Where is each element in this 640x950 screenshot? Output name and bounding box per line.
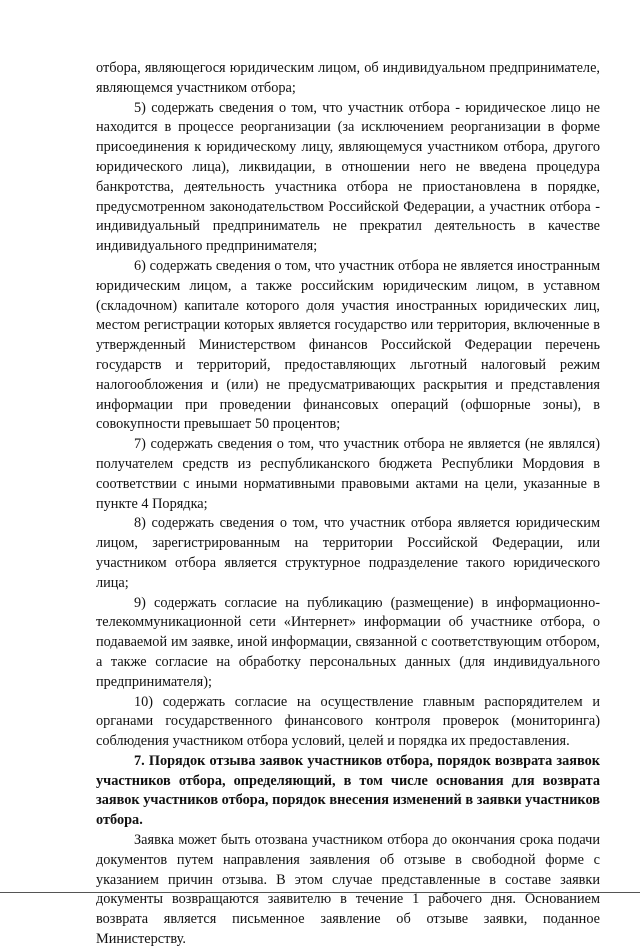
paragraph-withdrawal: Заявка может быть отозвана участником отбора до окончания срока подачи документов путем направления заявления об отзыве в свободной форме с указанием причин отзыва. В этом случае представленные в составе заявки документы возвращаются заявителю в течение 1 рабочего дня. Основанием возврата является письменное заявление об отзыве заявки, поданное Министерству. [96, 832, 600, 948]
footer-divider [0, 892, 640, 893]
paragraph-item-5: 5) содержать сведения о том, что участник отбора - юридическое лицо не находится в процессе реорганизации (за исключением реорганизации в форме присоединения к юридическому лицу, являющемуся участником отбора, другого юридического лица), ликвидации, в отношении него не введена процедура банкротства, деятельность участника отбора не приостановлена в порядке, предусмотренном законодательством Российской Федерации, а участник отбора - индивидуальный предприниматель не прекратил деятельность в качестве индивидуального предпринимателя; [96, 99, 600, 255]
section-heading-7: 7. Порядок отзыва заявок участников отбора, порядок возврата заявок участников отбора, определяющий, в том числе основания для возврата заявок участников отбора, порядок внесения изменений в заявки участников отбора. [96, 752, 600, 829]
document-body [96, 59, 600, 950]
paragraph-item-9: 9) содержать согласие на публикацию (размещение) в информационно-телекоммуникационной сети «Интернет» информации об участнике отбора, о подаваемой им заявке, иной информации, связанной с соответствующим отбором, а также согласие на обработку персональных данных (для индивидуального предпринимателя); [96, 594, 600, 690]
paragraph-item-6: 6) содержать сведения о том, что участник отбора не является иностранным юридическим лицом, а также российским юридическим лицом, в уставном (складочном) капитале которого доля участия иностранных юридических лиц, местом регистрации которых является государство или территория, включенные в утвержденный Министерством финансов Российской Федерации перечень государств и территорий, предоставляющих льготный налоговый режим налогообложения и (или) не предусматривающих раскрытия и представления информации при проведении финансовых операций (офшорные зоны), в совокупности превышает 50 процентов; [96, 257, 600, 433]
paragraph-item-7: 7) содержать сведения о том, что участник отбора не является (не являлся) получателем средств из республиканского бюджета Республики Мордовия в соответствии с иными нормативными правовыми актами на цели, указанные в пункте 4 Порядка; [96, 436, 600, 512]
paragraph-item-10: 10) содержать согласие на осуществление главным распорядителем и органами государственного финансового контроля проверок (мониторинга) соблюдения участником отбора условий, целей и порядка их предоставления. [96, 693, 600, 750]
paragraph-continuation: отбора, являющегося юридическим лицом, об индивидуальном предпринимателе, являющемся участником отбора; [96, 60, 600, 96]
paragraph-item-8: 8) содержать сведения о том, что участник отбора является юридическим лицом, зарегистрированным на территории Российской Федерации, или участником отбора является структурное подразделение такого юридического лица; [96, 515, 600, 591]
